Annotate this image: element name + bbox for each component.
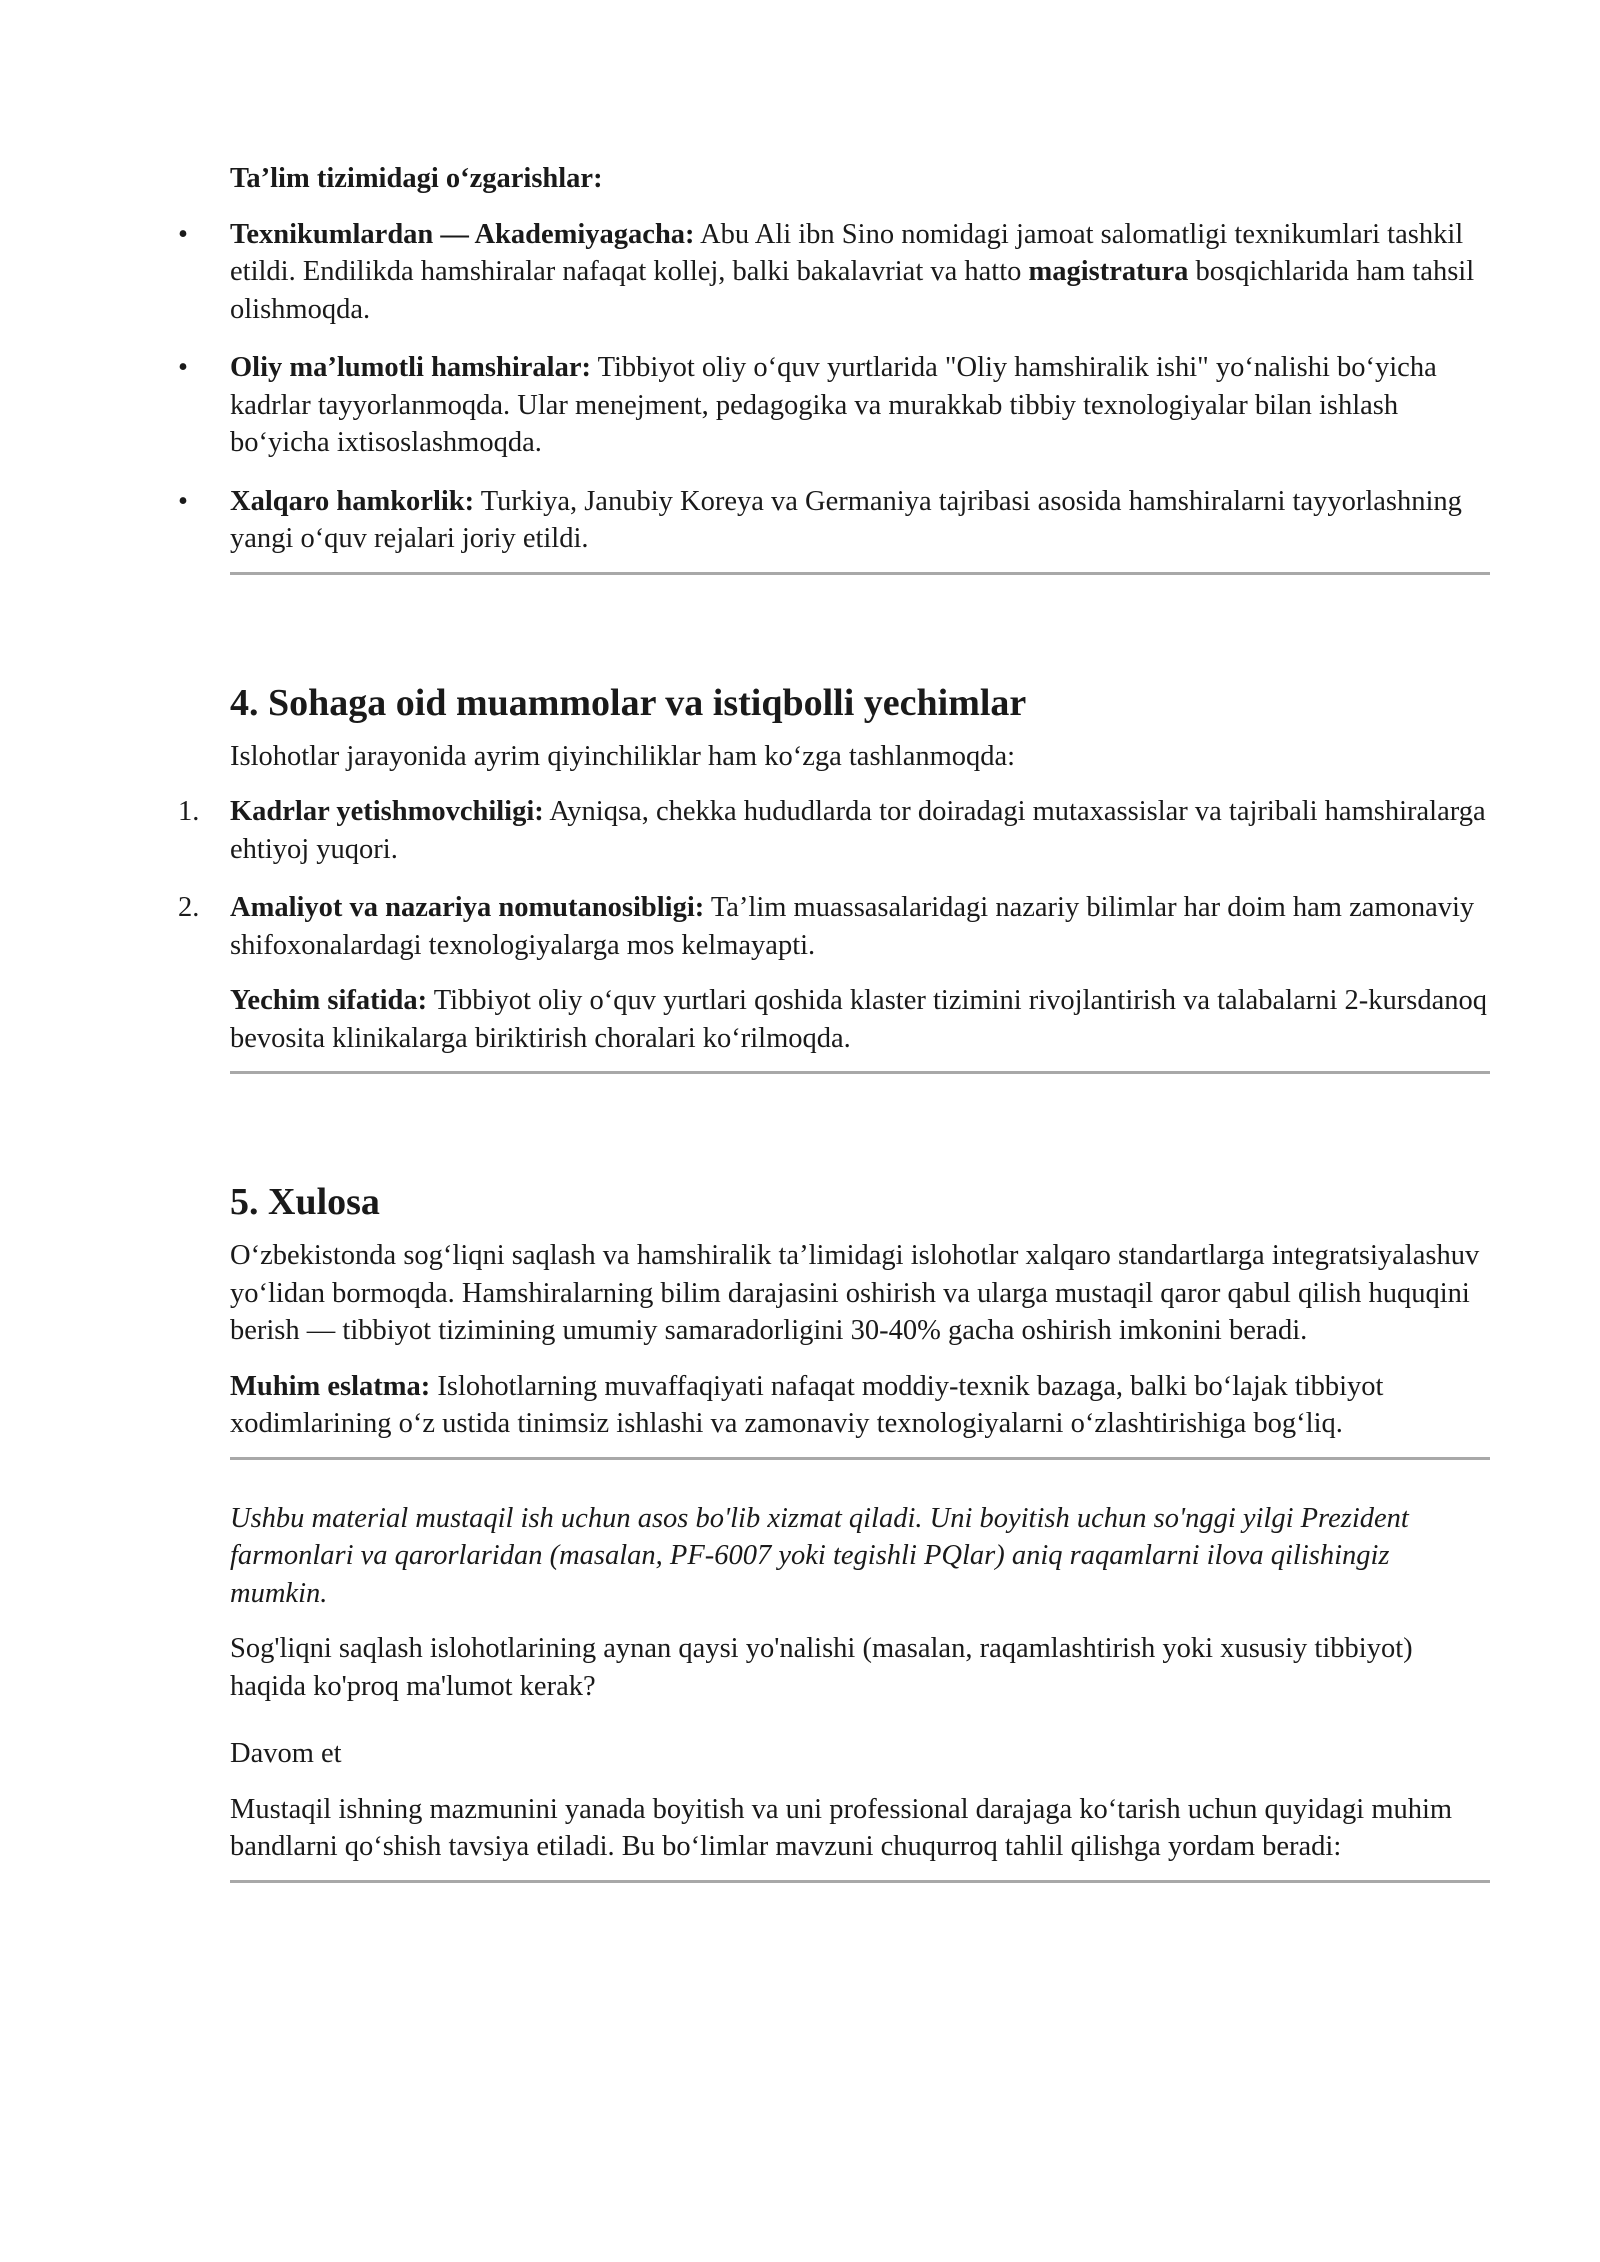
item-text: Abu Ali ibn Sino nomidagi jamoat salomatligi texnikumlari tashkil etildi. Endilikda hamshiralar nafaqat kollej, balki bakalavriat va hatto xyxy=(230,218,1464,287)
continue-link[interactable]: Davom et xyxy=(230,1738,342,1769)
solution-lead: Yechim sifatida: xyxy=(230,985,428,1016)
solution-text: Tibbiyot oliy o‘quv yurtlari qoshida klaster tizimini rivojlantirish va talabalarni 2-kursdanoq bevosita klinikalarga biriktirish choralari ko‘rilmoqda. xyxy=(230,985,1487,1054)
note-lead: Muhim eslatma: xyxy=(230,1370,431,1402)
item-lead: Xalqaro hamkorlik: xyxy=(230,485,475,517)
list-item xyxy=(178,793,1490,868)
item-lead: Kadrlar yetishmovchiligi: xyxy=(230,796,544,827)
conclusion-paragraph: O‘zbekistonda sog‘liqni saqlash va hamshiralik ta’limidagi islohotlar xalqaro standartlarga integratsiyalashuv yo‘lidan bormoqda. Hamshiralarning bilim darajasini oshirish va ularga mustaqil qaror qabul qilish huquqini berish — tibbiyot tizimining umumiy samaradorligini 30-40% gacha oshirish imkonini beradi. xyxy=(230,1240,1480,1346)
problems-numbered-list xyxy=(178,793,1490,964)
solution-paragraph xyxy=(230,982,1490,1057)
list-item xyxy=(178,483,1490,558)
note-text: Islohotlarning muvaffaqiyati nafaqat moddiy-texnik bazaga, balki bo‘lajak tibbiyot xodimlarining o‘z ustida tinimsiz ishlashi va zamonaviy texnologiyalarni o‘zlashtirishiga bog‘liq. xyxy=(230,1370,1384,1439)
section-divider xyxy=(230,1880,1490,1883)
bullet-icon: • xyxy=(178,485,188,517)
italic-footnote: Ushbu material mustaqil ish uchun asos bo'lib xizmat qiladi. Uni boyitish uchun so'nggi yilgi Prezident farmonlari va qarorlaridan (masalan, PF-6007 yoki tegishli PQlar) aniq raqamlarni ilova qilishingiz mumkin. xyxy=(230,1502,1409,1609)
reform-bullet-list xyxy=(178,216,1490,558)
bullet-icon: • xyxy=(178,352,188,383)
item-lead: Amaliyot va nazariya nomutanosibligi: xyxy=(230,892,705,923)
item-text: Tibbiyot oliy o‘quv yurtlarida "Oliy hamshiralik ishi" yo‘nalishi bo‘yicha kadrlar tayyorlanmoqda. Ular menejment, pedagogika va murakkab tibbiy texnologiyalar bilan ishlash bo‘yicha ixtisoslashmoqda. xyxy=(230,352,1437,458)
document-page xyxy=(178,160,1490,1883)
item-text: Ayniqsa, chekka hududlarda tor doiradagi mutaxassislar va tajribali hamshiralarga ehtiyoj yuqori. xyxy=(230,796,1486,865)
item-text: bosqichlarida ham tahsil olishmoqda. xyxy=(230,256,1475,325)
section-subheading: Ta’lim tizimidagi o‘zgarishlar: xyxy=(230,163,603,194)
list-item xyxy=(178,889,1490,964)
section-heading: 5. Xulosa xyxy=(230,1181,380,1223)
item-lead: Texnikumlardan — Akademiyagacha: xyxy=(230,218,695,250)
closing-paragraph: Mustaqil ishning mazmunini yanada boyitish va uni professional darajaga ko‘tarish uchun quyidagi muhim bandlarni qo‘shish tavsiya etiladi. Bu bo‘limlar mavzuni chuqurroq tahlil qilishga yordam beradi: xyxy=(230,1793,1453,1862)
important-note xyxy=(230,1368,1490,1443)
section-heading: 4. Sohaga oid muammolar va istiqbolli yechimlar xyxy=(230,681,1027,724)
list-number: 1. xyxy=(178,796,200,827)
item-text: Ta’lim muassasalaridagi nazariy bilimlar har doim ham zamonaviy shifoxonalardagi texnologiyalarga mos kelmayapti. xyxy=(230,892,1475,961)
list-number: 2. xyxy=(178,892,200,923)
bullet-icon: • xyxy=(178,218,188,250)
section-intro: Islohotlar jarayonida ayrim qiyinchiliklar ham ko‘zga tashlanmoqda: xyxy=(230,740,1016,772)
item-bold-term: magistratura xyxy=(1028,256,1189,287)
list-item xyxy=(178,349,1490,462)
item-text: Turkiya, Janubiy Koreya va Germaniya tajribasi asosida hamshiralarni tayyorlashning yangi o‘quv rejalari joriy etildi. xyxy=(230,485,1462,554)
follow-up-question: Sog'liqni saqlash islohotlarining aynan qaysi yo'nalishi (masalan, raqamlashtirish yoki xususiy tibbiyot) haqida ko'proq ma'lumot kerak? xyxy=(230,1633,1413,1702)
item-lead: Oliy ma’lumotli hamshiralar: xyxy=(230,352,591,383)
list-item xyxy=(178,216,1490,329)
